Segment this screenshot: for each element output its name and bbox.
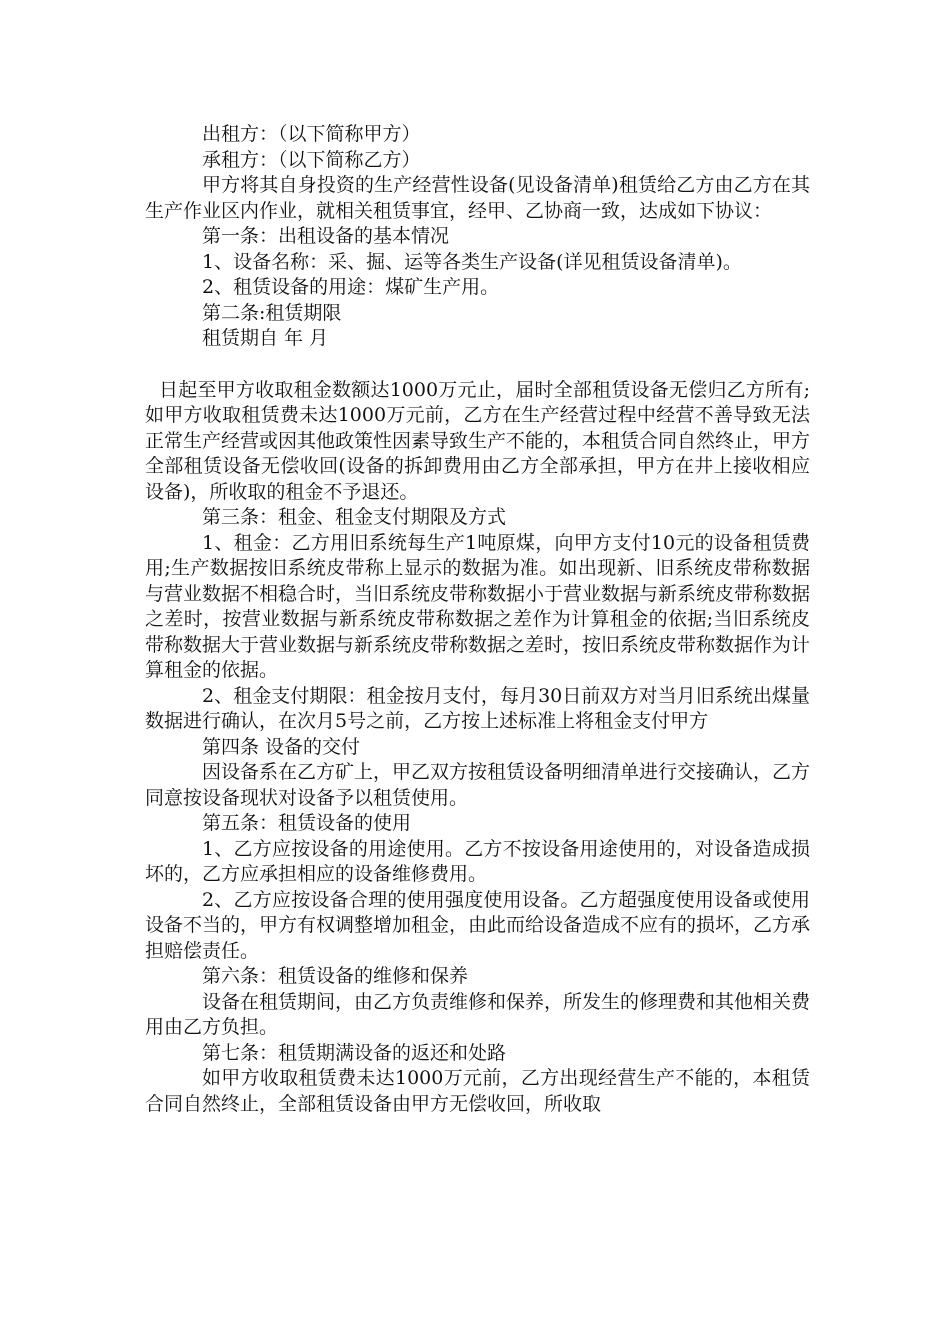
paragraph-article-7: 如甲方收取租赁费未达1000万元前，乙方出现经营生产不能的，本租赁合同自然终止，全部租赁设备由甲方无偿收回，所收取 xyxy=(145,1067,810,1115)
heading-article-2: 第二条:租赁期限 xyxy=(202,301,342,324)
paragraph-article-3-item-2: 2、租金支付期限：租金按月支付，每月30日前双方对当月旧系统出煤量数据进行确认，在次月5号之前，乙方按上述标准上将租金支付甲方 xyxy=(145,684,810,732)
paragraph-article-6: 设备在租赁期间，由乙方负责维修和保养，所发生的修理费和其他相关费用由乙方负担。 xyxy=(145,990,811,1038)
heading-article-1: 第一条：出租设备的基本情况 xyxy=(202,225,450,247)
paragraph-preamble: 甲方将其自身投资的生产经营性设备(见设备清单)租赁给乙方由乙方在其生产作业区内作业，就相关租赁事宜，经甲、乙协商一致，达成如下协议： xyxy=(145,174,810,222)
heading-article-6: 第六条：租赁设备的维修和保养 xyxy=(202,965,469,987)
paragraph-article-3-item-1: 1、租金：乙方用旧系统每生产1吨原煤，向甲方支付10元的设备租赁费用;生产数据按旧系统皮带称上显示的数据为准。如出现新、旧系统皮带称数据与营业数据不相稳合时，当旧系统皮带称数据小于营业数据与新系统皮带称数据之差时，按营业数据与新系统皮带称数据之差作为计算租金的依据;当旧系统皮带称数据大于营业数据与新系统皮带称数据之差时，按旧系统皮带称数据作为计算租金的依据。 xyxy=(145,531,811,681)
paragraph-article-4: 因设备系在乙方矿上，甲乙双方按租赁设备明细清单进行交接确认，乙方同意按设备现状对设备予以租赁使用。 xyxy=(145,761,811,809)
heading-article-4: 第四条 设备的交付 xyxy=(202,735,361,758)
paragraph-lease-period-terms: 日起至甲方收取租金数额达1000万元止，届时全部租赁设备无偿归乙方所有;如甲方收取租赁费未达1000万元前，乙方在生产经营过程中经营不善导致无法正常生产经营或因其他政策性因素导致生产不能的，本租赁合同自然终止，甲方全部租赁设备无偿收回(设备的拆卸费用由乙方全部承担，甲方在井上接收相应设备)，所收取的租金不予退还。 xyxy=(145,378,811,503)
paragraph-lessor: 出租方：（以下简称甲方） xyxy=(202,123,421,145)
heading-article-7: 第七条：租赁期满设备的返还和处路 xyxy=(202,1041,507,1064)
paragraph-article-1-item-2: 2、租赁设备的用途：煤矿生产用。 xyxy=(202,276,500,298)
paragraph-lease-period-start: 租赁期自 年 月 xyxy=(202,327,329,349)
paragraph-article-5-item-2: 2、乙方应按设备合理的使用强度使用设备。乙方超强度使用设备或使用设备不当的，甲方有权调整增加租金，由此而给设备造成不应有的损坏，乙方承担赔偿责任。 xyxy=(145,888,811,962)
blank-gap xyxy=(145,352,810,378)
paragraph-lessee: 承租方：（以下简称乙方） xyxy=(202,148,421,171)
paragraph-article-5-item-1: 1、乙方应按设备的用途使用。乙方不按设备用途使用的，对设备造成损坏的，乙方应承担相应的设备维修费用。 xyxy=(145,837,810,885)
heading-article-3: 第三条：租金、租金支付期限及方式 xyxy=(202,506,507,528)
paragraph-article-1-item-1: 1、设备名称：采、掘、运等各类生产设备(详见租赁设备清单)。 xyxy=(202,250,742,273)
heading-article-5: 第五条：租赁设备的使用 xyxy=(202,812,412,834)
document-body xyxy=(145,122,810,1117)
